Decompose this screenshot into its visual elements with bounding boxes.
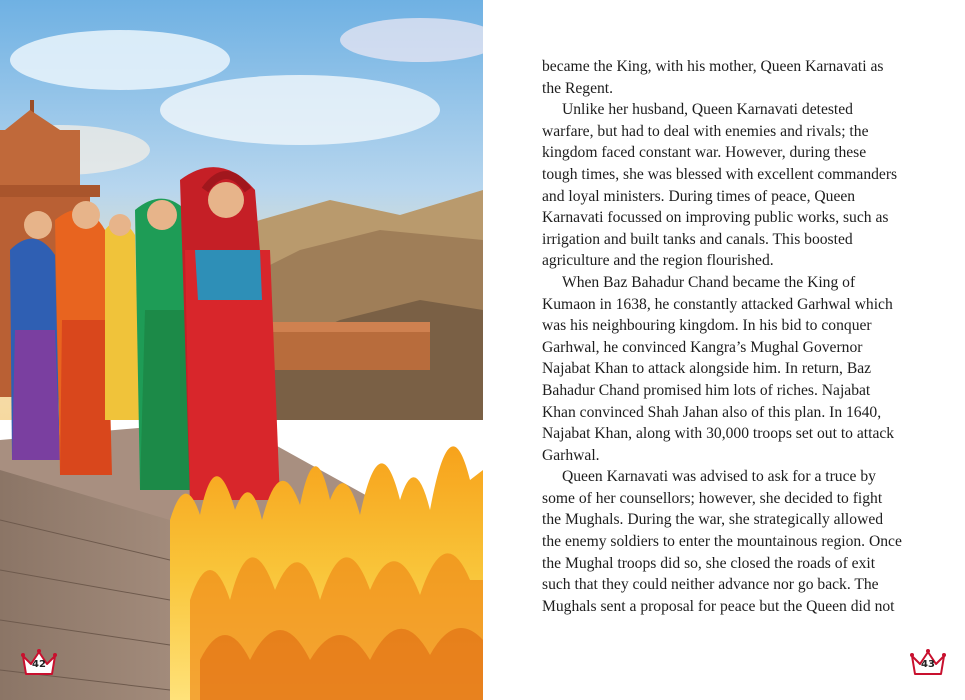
paragraph-4: Queen Karnavati was advised to ask for a truce by some of her counsellors; however, she decided to fight the Mughals. During the war, she strategically allowed the enemy soldiers to enter the mountainous region. Once the Mughal troops did so, she closed the roads of exit such that they could neither advance nor go back. The Mughals sent a proposal for peace but the Queen did not [542,468,902,615]
page-number-left-text: 42 [32,659,46,670]
right-page [483,0,965,700]
page-number-right [908,640,948,680]
page-number-right-text: 43 [921,659,935,670]
body-text [542,56,902,617]
paragraph-2: Unlike her husband, Queen Karnavati detested warfare, but had to deal with enemies and rivals; the kingdom faced constant war. However, during these tough times, she was blessed with excellent commanders and loyal ministers. During times of peace, Queen Karnavati focussed on improving public works, such as irrigation and built tanks and canals. This boosted agriculture and the region flourished. [542,101,898,270]
paragraph-3: When Baz Bahadur Chand became the King of Kumaon in 1638, he constantly attacked Garhwal which was his neighbouring kingdom. In his bid to conquer Garhwal, he convinced Kangra’s Mughal Governor Najabat Khan to attack alongside him. In return, Baz Bahadur Chand promised him lots of riches. Najabat Khan convinced Shah Jahan also of this plan. In 1640, Najabat Khan, along with 30,000 troops set out to attack Garhwal. [542,273,895,464]
fort-wall [270,330,430,370]
paragraph-1: became the King, with his mother, Queen Karnavati as the Regent. [542,58,884,97]
page-number-left [19,640,59,680]
